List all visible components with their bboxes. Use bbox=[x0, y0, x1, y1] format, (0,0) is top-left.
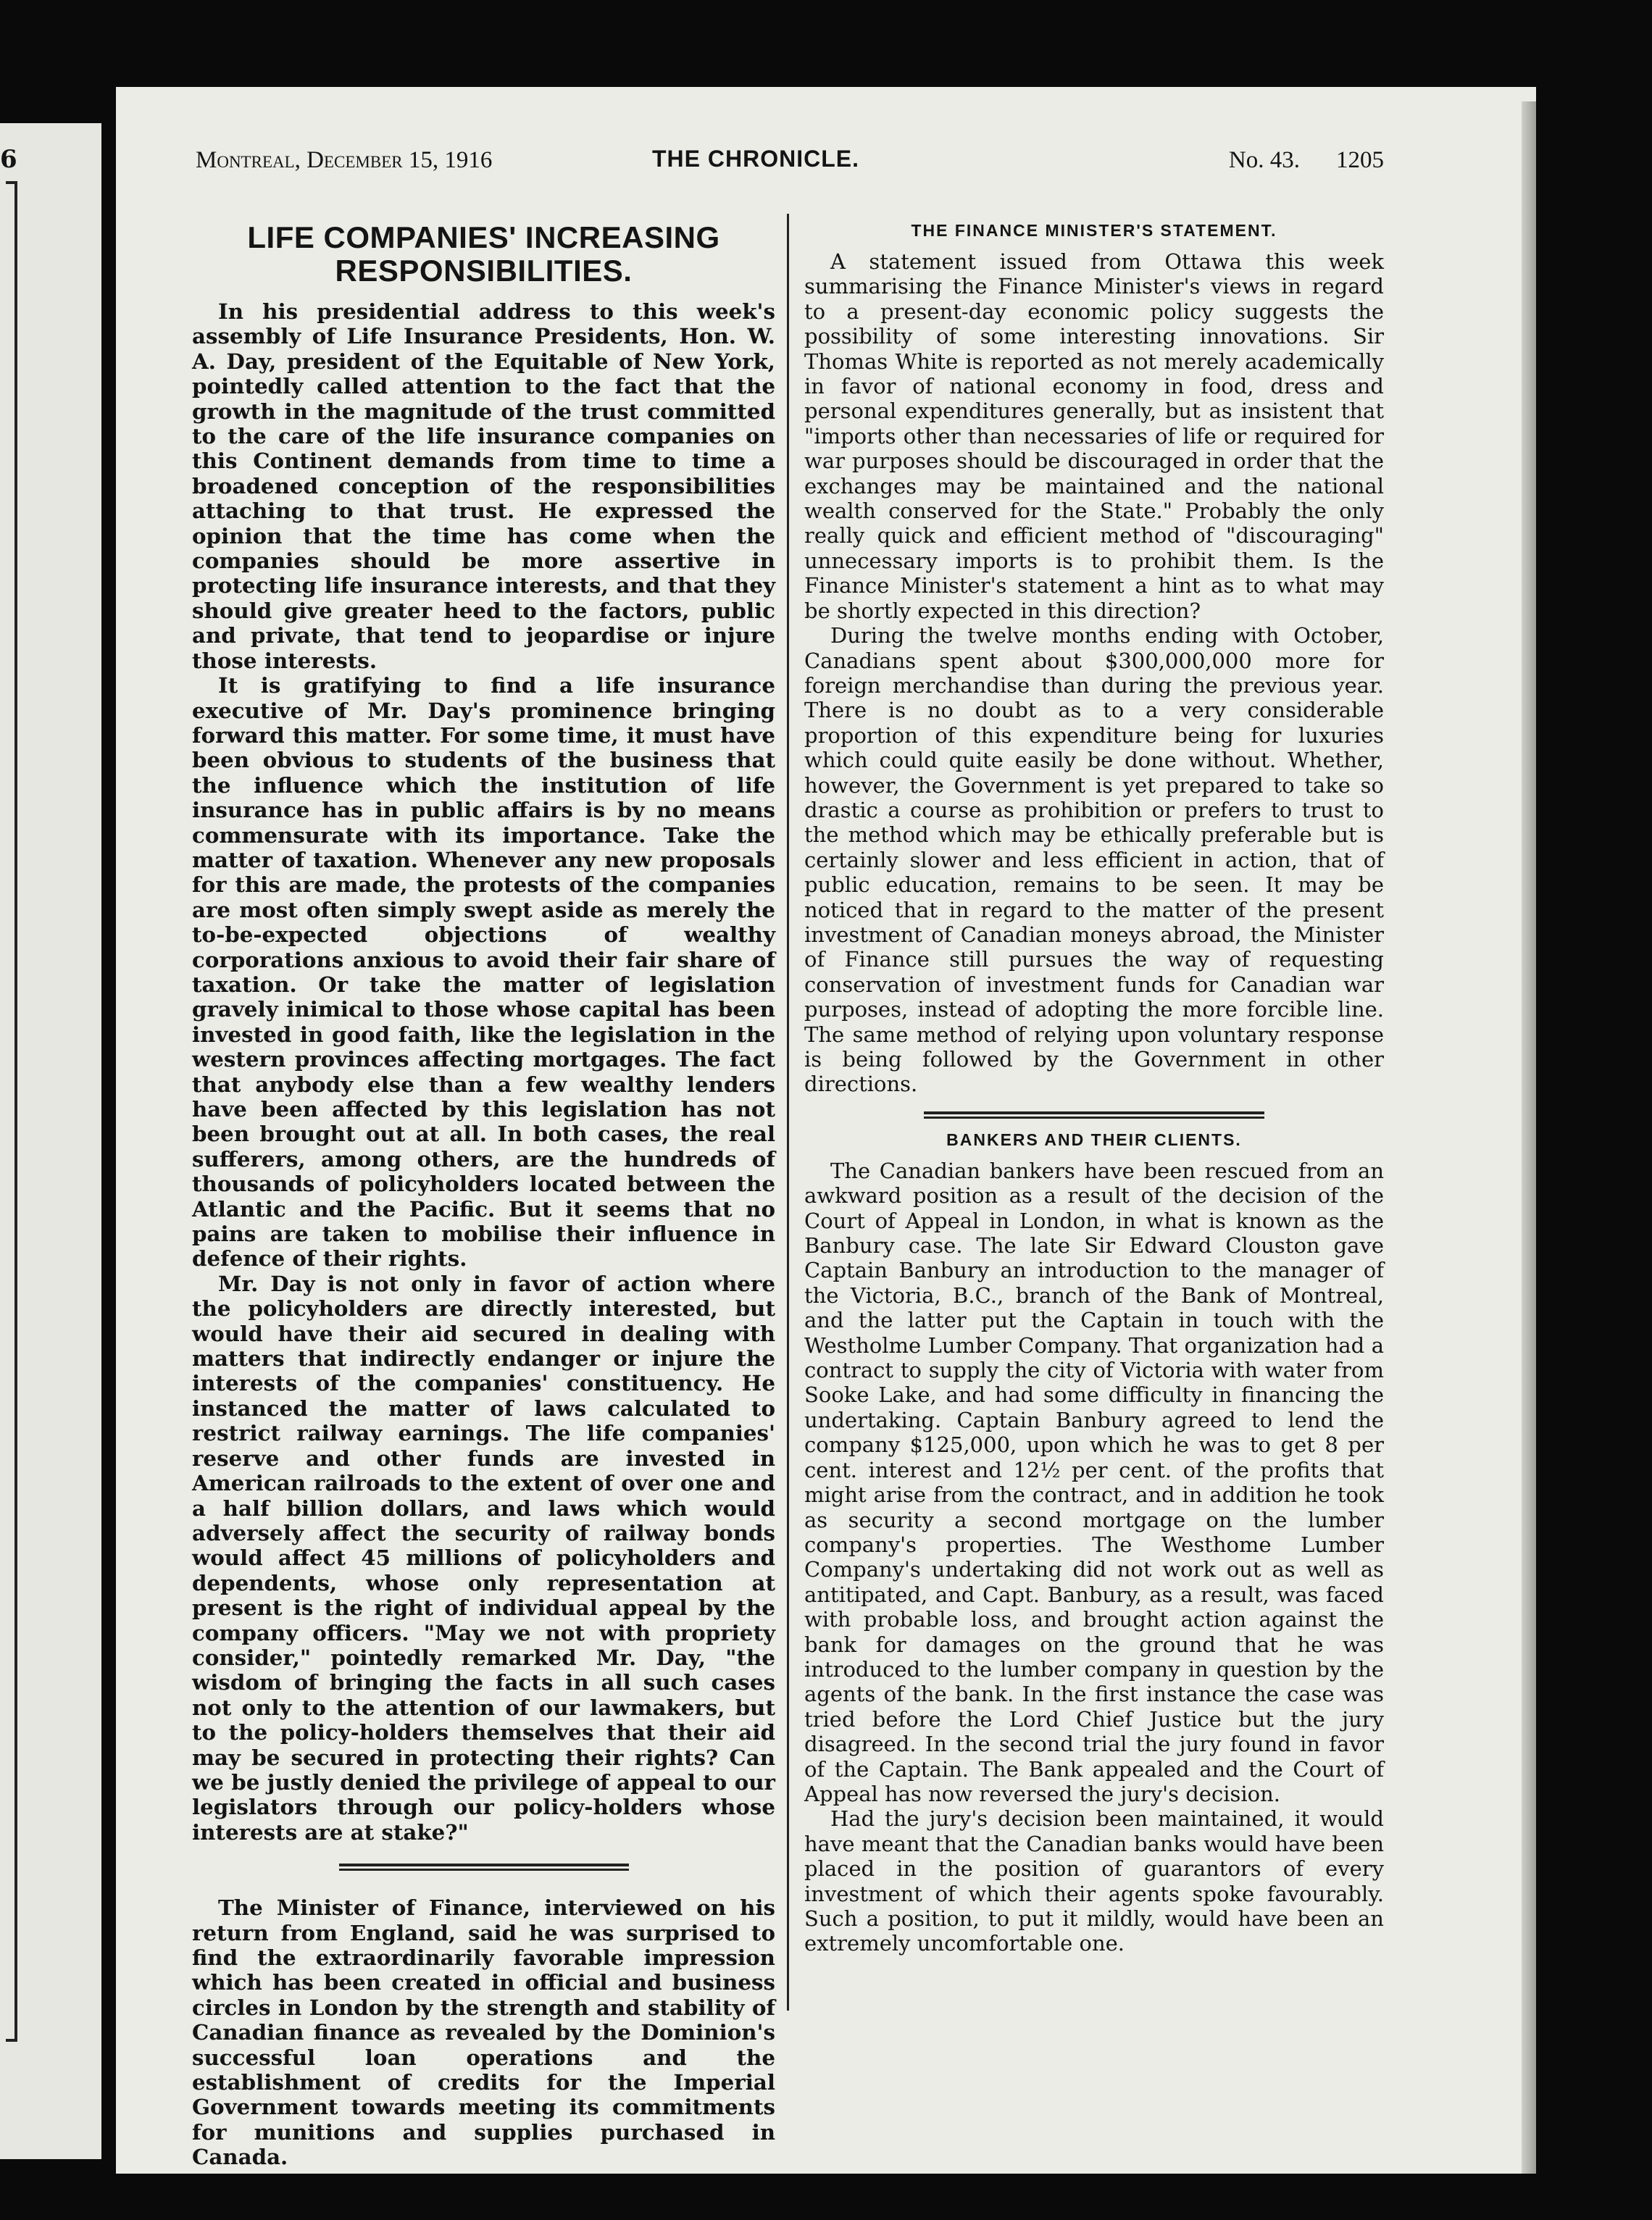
article-title bbox=[192, 221, 775, 288]
article-paragraph: A statement issued from Ottawa this week summarising the Finance Minister's views in regard to a present-day economic policy suggests the possibility of some interesting innovations. Sir Thomas White is reported as not merely academically in favor of national economy in food, dress and personal expenditures generally, but as insistent that "imports other than necessaries of life or required for war purposes should be discouraged in order that the exchanges may be maintained and the national wealth conserved for the State." Probably the only really quick and efficient method of "discouraging" unnecessary imports is to prohibit them. Is the Finance Minister's statement a hint as to what may be shortly expected in this direction? bbox=[804, 249, 1384, 623]
article-paragraph: Mr. Day is not only in favor of action where the policyholders are directly interested, but would have their aid secured in dealing with matters that indirectly endanger or injure the interests of the companies' constituency. He instanced the matter of laws calculated to restrict railway earnings. The life companies' reserve and other funds are invested in American railroads to the extent of over one and a half billion dollars, and laws which would adversely affect the security of railway bonds would affect 45 millions of policyholders and dependents, whose only representation at present is the right of individual appeal by the company officers. "May we not with propriety consider," pointedly remarked Mr. Day, "the wisdom of bringing the facts in all such cases not only to the attention of our lawmakers, but to the policy-holders themselves that their aid may be secured in protecting their rights? Can we be justly denied the privilege of appeal to our legislators through our policy-holders whose interests are at stake?" bbox=[192, 1270, 775, 1845]
section-rule bbox=[339, 1864, 629, 1871]
page-header bbox=[196, 147, 1384, 183]
article-title-line1: LIFE COMPANIES' INCREASING bbox=[247, 220, 720, 254]
facing-page-border bbox=[6, 181, 17, 2042]
page-edge-shadow bbox=[1522, 101, 1536, 2174]
article-paragraph: The Canadian bankers have been rescued from an awkward position as a result of the decision of the Court of Appeal in London, in what is known as the Banbury case. The late Sir Edward Clouston gave Captain Banbury an introduction to the manager of the Victoria, B.C., branch of the Bank of Montreal, and the latter put the Captain in touch with the Westholme Lumber Company. That organization had a contract to supply the city of Victoria with water from Sooke Lake, and had some difficulty in financing the undertaking. Captain Banbury agreed to lend the company $125,000, upon which he was to get 8 per cent. interest and 12½ per cent. of the profits that might arise from the contract, and in addition he took as security a second mortgage on the lumber company's properties. The Westhome Lumber Company's undertaking did not work out as well as antitipated, and Capt. Banbury, as a result, was faced with probable loss, and brought action against the bank for damages on the ground that he was introduced to the lumber company in question by the agents of the bank. In the first instance the case was tried before the Lord Chief Justice but the jury disagreed. In the second trial the jury found in favor of the Captain. The Bank appealed and the Court of Appeal has now reversed the jury's decision. bbox=[804, 1158, 1384, 1806]
section-rule bbox=[924, 1111, 1264, 1119]
left-column bbox=[192, 214, 775, 2170]
bankers-heading: BANKERS AND THEIR CLIENTS. bbox=[946, 1130, 1242, 1149]
publication-title: THE CHRONICLE. bbox=[652, 146, 859, 172]
article-paragraph: It is gratifying to find a life insurance executive of Mr. Day's prominence bringing forward this matter. For some time, it must have been obvious to students of the business that the influence which the institution of life insurance has in public affairs is by no means commensurate with its importance. Take the matter of taxation. Whenever any new proposals for this are made, the protests of the companies are most often simply swept aside as merely the to-be-expected objections of wealthy corporations anxious to avoid their fair share of taxation. Or take the matter of legislation gravely inimical to those whose capital has been invested in good faith, like the legislation in the western provinces affecting mortgages. The fact that anybody else than a few wealthy lenders have been affected by this legislation has not been brought out at all. In both cases, the real sufferers, among others, are the hundreds of thousands of policyholders located between the Atlantic and the Pacific. But it seems that no pains are taken to mobilise their influence in defence of their rights. bbox=[192, 672, 775, 1272]
finance-minister-heading: THE FINANCE MINISTER'S STATEMENT. bbox=[911, 221, 1277, 240]
article-paragraph: In his presidential address to this week's assembly of Life Insurance Presidents, Hon. W. A. Day, president of the Equitable of New York, pointedly called attention to the fact that the growth in the magnitude of the trust committed to the care of the life insurance companies on this Continent demands from time to time a broadened conception of the responsibilities attaching to that trust. He expressed the opinion that the time has come when the companies should be more assertive in protecting life insurance interests, and that they should give greater heed to the factors, public and private, that tend to jeopardise or injure those interests. bbox=[192, 299, 775, 673]
article-paragraph: During the twelve months ending with October, Canadians spent about $300,000,000 more for foreign merchandise than during the previous year. There is no doubt as to a very considerable proportion of this expenditure being for luxuries which could quite easily be done without. Whether, however, the Government is yet prepared to take so drastic a course as prohibition or prefers to trust to the method which may be ethically preferable but is certainly slower and less efficient in action, that of public education, remains to be seen. It may be noticed that in regard to the matter of the present investment of Canadian moneys abroad, the Minister of Finance still pursues the way of requesting conservation of investment funds for Canadian war purposes, instead of adopting the more forcible line. The same method of relying upon voluntary response is being followed by the Government in other directions. bbox=[804, 623, 1384, 1097]
page-number: 1205 bbox=[1336, 147, 1384, 173]
column-divider bbox=[787, 214, 789, 2011]
minister-paragraph: The Minister of Finance, interviewed on his return from England, said he was surprised to find the extraordinarily favorable impression which has been created in official and business circles in London by the strength and stability of Canadian finance as revealed by the Dominion's successful loan operations and the establishment of credits for the Imperial Government towards meeting its commitments for munitions and supplies purchased in Canada. bbox=[192, 1895, 775, 2170]
right-column bbox=[804, 214, 1384, 1956]
article-paragraph: Had the jury's decision been maintained, it would have meant that the Canadian banks would have been placed in the position of guarantors of every investment of which their agents spoke favourably. Such a position, to put it mildly, would have been an extremely uncomfortable one. bbox=[804, 1806, 1384, 1956]
issue-number: No. 43. bbox=[1228, 147, 1300, 173]
dateline: Montreal, December 15, 1916 bbox=[196, 147, 493, 173]
article-title-line2: RESPONSIBILITIES. bbox=[335, 254, 633, 288]
facing-page-number: 6 bbox=[0, 145, 17, 174]
issue-info bbox=[1193, 147, 1384, 174]
